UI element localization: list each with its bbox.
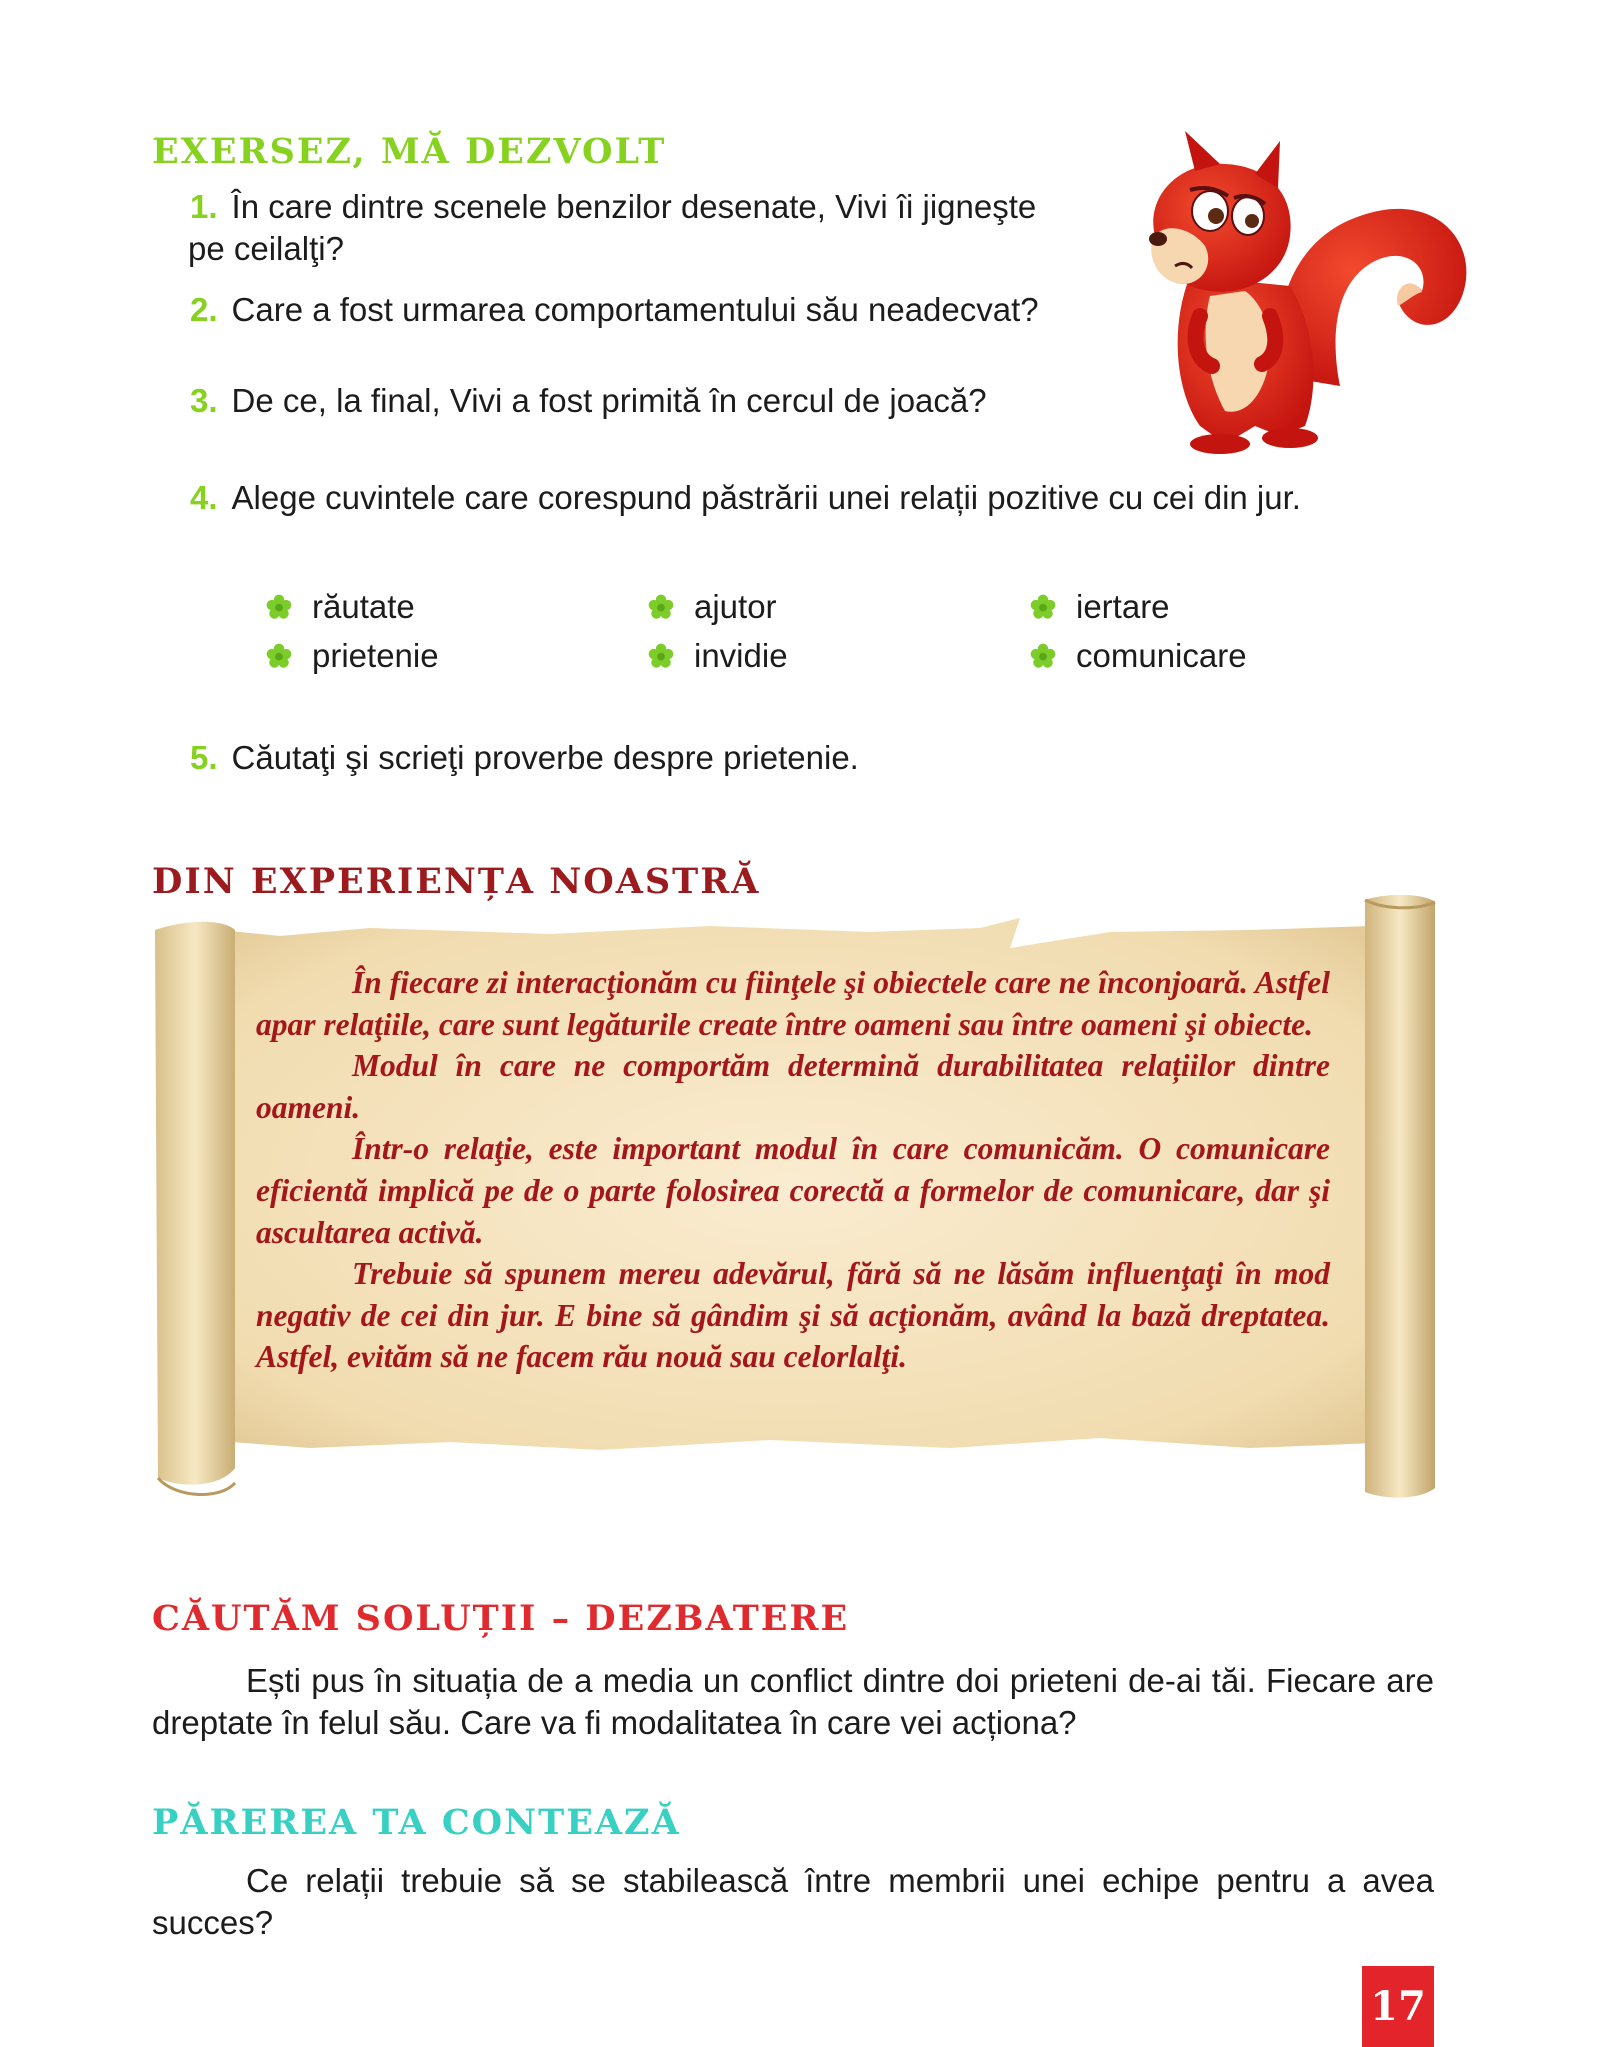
experience-paragraph: Trebuie să spunem mereu adevărul, fără să ne lăsăm influenţaţi în mod negativ de cei din jur. E bine să gândim şi să acţionăm, având la bază dreptatea. Astfel, evităm să ne facem rău nouă sau celorlalţi. [256, 1256, 1330, 1375]
question-4 [190, 477, 1301, 519]
question-2 [190, 289, 1039, 331]
question-text-continued: pe ceilalţi? [188, 230, 344, 267]
word-option [266, 586, 415, 628]
word-label: răutate [312, 588, 415, 625]
squirrel-icon [1130, 126, 1480, 456]
question-number: 2. [190, 291, 218, 328]
word-option [1030, 635, 1247, 677]
question-5 [190, 737, 859, 779]
word-label: invidie [694, 637, 788, 674]
debate-heading: CĂUTĂM SOLUȚII – DEZBATERE [152, 1598, 850, 1639]
page-number: 17 [1362, 1966, 1434, 2047]
word-label: ajutor [694, 588, 777, 625]
flower-bullet-icon [648, 643, 674, 669]
question-text: De ce, la final, Vivi a fost primită în cercul de joacă? [231, 382, 987, 419]
question-number: 1. [190, 188, 218, 225]
opinion-text: Ce relații trebuie să se stabilească între membrii unei echipe pentru a avea succes? [152, 1862, 1434, 1941]
word-option [266, 635, 439, 677]
question-1 [190, 186, 1150, 270]
flower-bullet-icon [266, 594, 292, 620]
opinion-heading: PĂREREA TA CONTEAZĂ [152, 1802, 681, 1843]
word-label: prietenie [312, 637, 439, 674]
question-text: În care dintre scenele benzilor desenate, Vivi îi jigneşte [231, 188, 1037, 225]
word-option [648, 635, 788, 677]
experience-text [256, 962, 1330, 1378]
experience-paragraph: Modul în care ne comportăm determină durabilitatea relațiilor dintre oameni. [256, 1048, 1330, 1125]
word-label: comunicare [1076, 637, 1247, 674]
question-number: 3. [190, 382, 218, 419]
debate-text: Ești pus în situația de a media un conflict dintre doi prieteni de-ai tăi. Fiecare are dreptate în felul său. Care va fi modalitatea în care vei acționa? [152, 1662, 1434, 1741]
word-option [648, 586, 777, 628]
experience-heading: DIN EXPERIENȚA NOASTRĂ [152, 861, 761, 902]
question-text: Care a fost urmarea comportamentului său neadecvat? [231, 291, 1039, 328]
word-option [1030, 586, 1170, 628]
word-label: iertare [1076, 588, 1170, 625]
question-number: 4. [190, 479, 218, 516]
flower-bullet-icon [648, 594, 674, 620]
experience-paragraph: Într-o relaţie, este important modul în care comunicăm. O comunicare eficientă implică pe de o parte folosirea corectă a formelor de comunicare, dar şi ascultarea activă. [256, 1131, 1330, 1250]
flower-bullet-icon [266, 643, 292, 669]
exercise-heading: EXERSEZ, MĂ DEZVOLT [152, 131, 667, 172]
question-text: Căutaţi şi scrieţi proverbe despre prietenie. [231, 739, 859, 776]
question-3 [190, 380, 987, 422]
flower-bullet-icon [1030, 643, 1056, 669]
flower-bullet-icon [1030, 594, 1056, 620]
question-text: Alege cuvintele care corespund păstrării unei relații pozitive cu cei din jur. [231, 479, 1301, 516]
question-number: 5. [190, 739, 218, 776]
experience-paragraph: În fiecare zi interacţionăm cu fiinţele şi obiectele care ne înconjoară. Astfel apar relaţiile, care sunt legăturile create între oameni sau între oameni şi obiecte. [256, 965, 1330, 1042]
